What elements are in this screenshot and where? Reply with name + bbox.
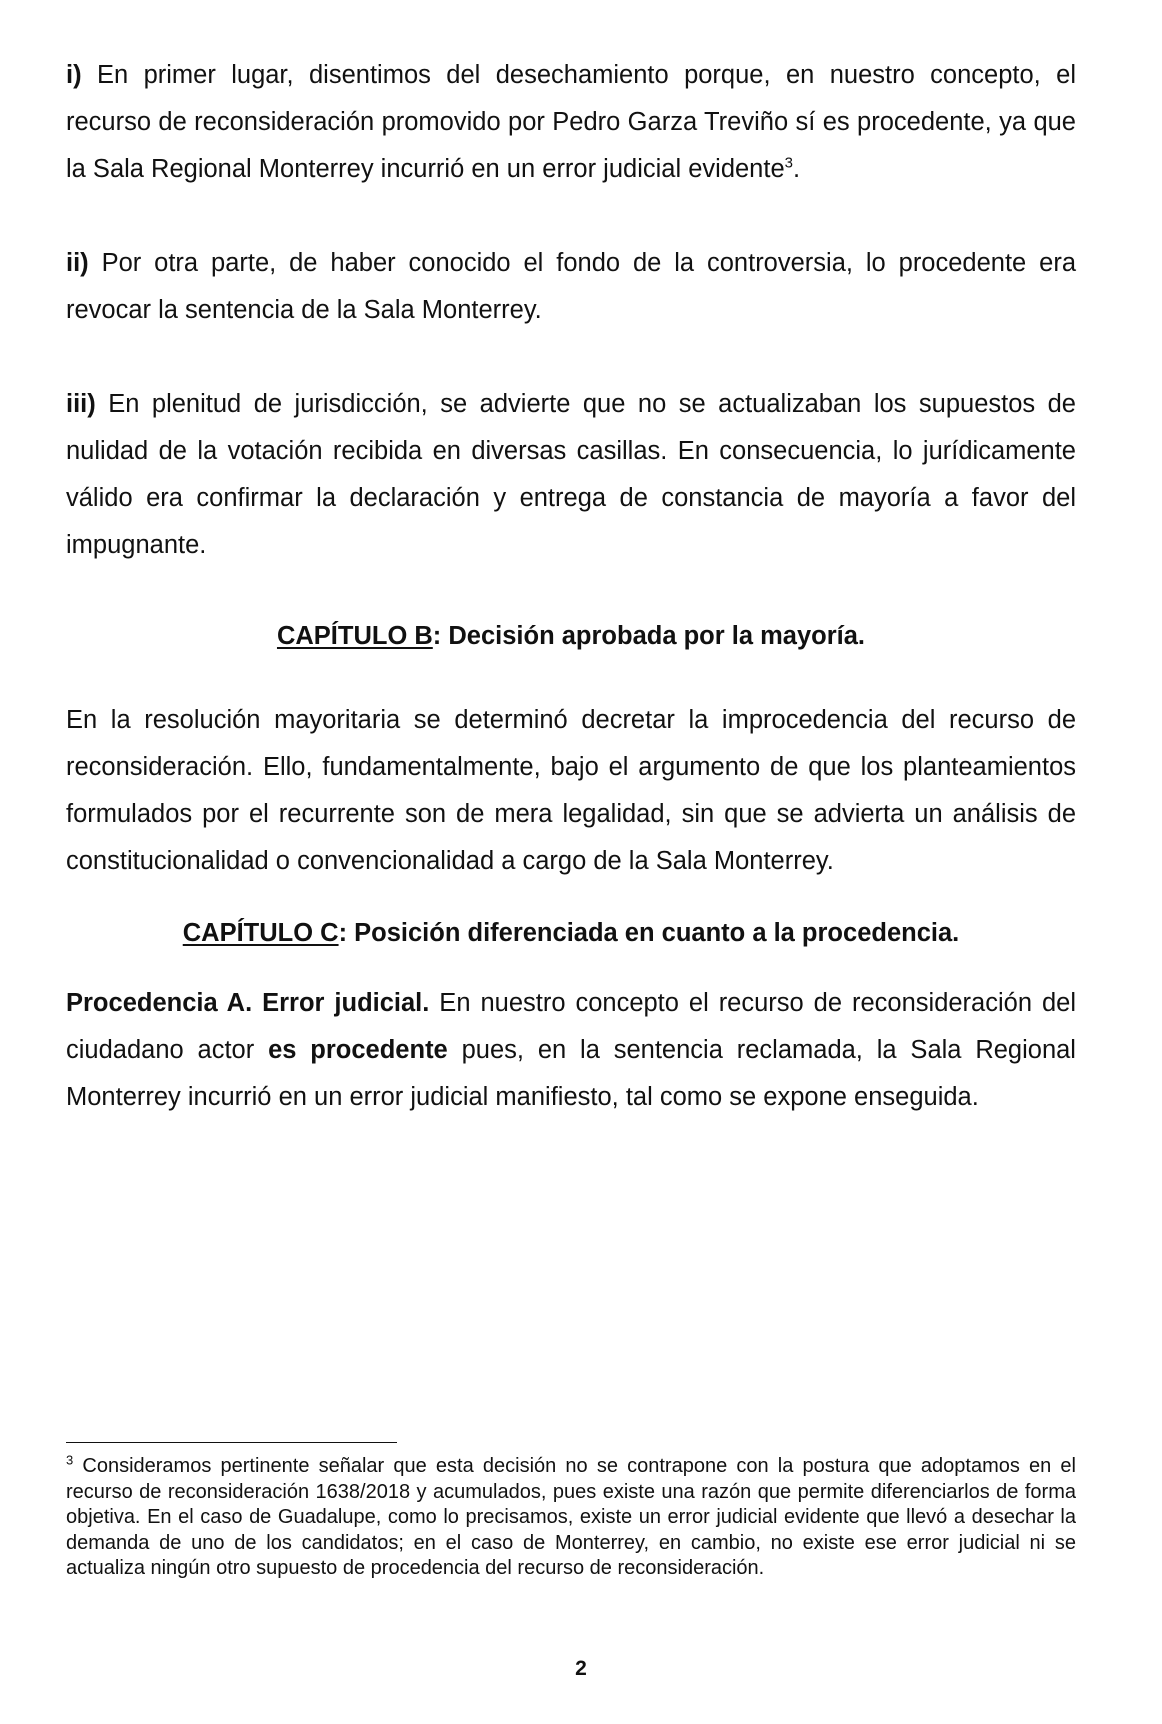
- footnote-text: Consideramos pertinente señalar que esta decisión no se contrapone con la postura que adoptamos en el recurso de reconsideración 1638/2018 y acumulados, pues existe una razón que permite diferenciarlos de forma objetiva. En el caso de Guadalupe, como lo precisamos, existe un error judicial evidente que llevó a desechar la demanda de uno de los candidatos; en el caso de Monterrey, en cambio, no existe ese error judicial ni se actualiza ningún otro supuesto de procedencia del recurso de reconsideración.: [66, 1455, 1076, 1579]
- paragraph-text: pues, en la sentencia reclamada, la Sala Regional Monterrey incurrió en un error judicial manifiesto, tal como se expone enseguida.: [66, 1036, 1076, 1111]
- paragraph-text: En la resolución mayoritaria se determinó decretar la improcedencia del recurso de reconsideración. Ello, fundamentalmente, bajo el argumento de que los planteamientos formulados por el recurrente son de mera legalidad, sin que se advierta un análisis de constitucionalidad o convencionalidad a cargo de la Sala Monterrey.: [66, 706, 1076, 875]
- chapter-c-heading: [66, 910, 1076, 957]
- paragraph-label: Procedencia A. Error judicial.: [66, 989, 430, 1017]
- page-number: 2: [575, 1657, 587, 1680]
- paragraph-i: [66, 52, 1076, 193]
- paragraph-text-end: .: [792, 155, 801, 183]
- paragraph-iii: [66, 381, 1076, 569]
- footnote-separator: [66, 1442, 397, 1443]
- paragraph-procedencia-a: [66, 980, 1076, 1121]
- chapter-b-title: CAPÍTULO B: [276, 622, 433, 650]
- chapter-c-subtitle: : Posición diferenciada en cuanto a la procedencia.: [338, 919, 960, 947]
- footnote-reference[interactable]: 3: [784, 154, 793, 172]
- paragraph-majority: [66, 697, 1076, 885]
- paragraph-text: En nuestro concepto el recurso de reconsideración del ciudadano actor: [66, 989, 1076, 1064]
- footnote-marker: 3: [66, 1452, 74, 1468]
- paragraph-text: Por otra parte, de haber conocido el fondo de la controversia, lo procedente era revocar la sentencia de la Sala Monterrey.: [66, 249, 1076, 324]
- paragraph-text: En plenitud de jurisdicción, se advierte que no se actualizaban los supuestos de nulidad de la votación recibida en diversas casillas. En consecuencia, lo jurídicamente válido era confirmar la declaración y entrega de constancia de mayoría a favor del impugnante.: [66, 390, 1076, 559]
- chapter-b-subtitle: : Decisión aprobada por la mayoría.: [432, 622, 866, 650]
- paragraph-ii: [66, 240, 1076, 334]
- chapter-b-heading: [66, 613, 1076, 660]
- chapter-c-title: CAPÍTULO C: [182, 919, 339, 947]
- paragraph-emphasis: es procedente: [268, 1036, 448, 1064]
- paragraph-label: iii): [66, 390, 96, 418]
- footnote-3: [66, 1454, 1076, 1582]
- document-body: [66, 52, 1076, 1121]
- paragraph-text: En primer lugar, disentimos del desechamiento porque, en nuestro concepto, el recurso de reconsideración promovido por Pedro Garza Treviño sí es procedente, ya que la Sala Regional Monterrey incurrió en un error judicial evidente: [66, 61, 1076, 183]
- paragraph-label: ii): [66, 249, 89, 277]
- paragraph-label: i): [66, 61, 82, 89]
